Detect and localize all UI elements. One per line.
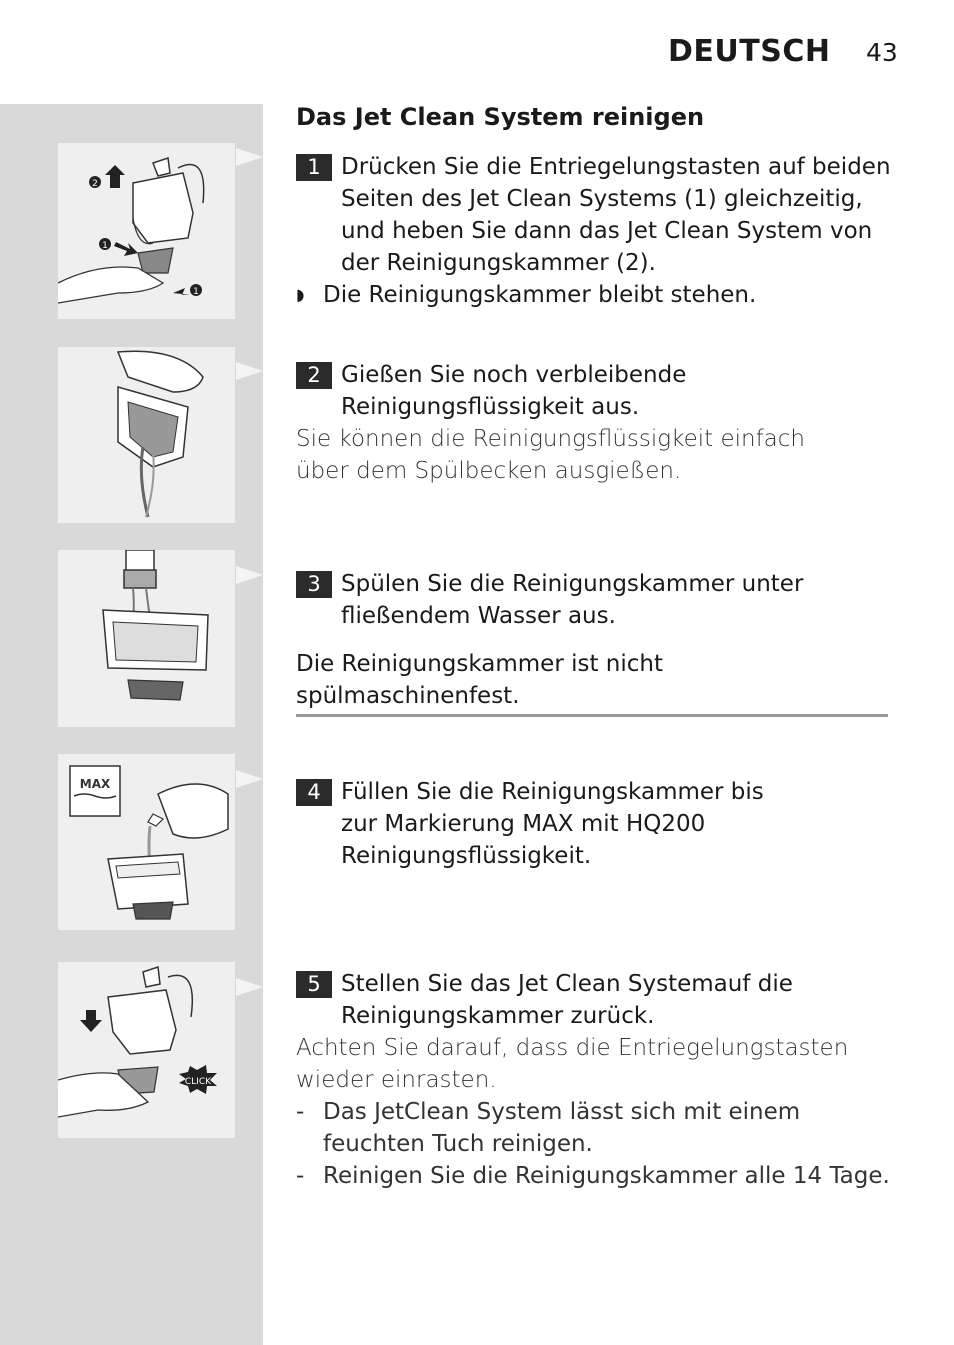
fig3-pointer: [236, 566, 263, 584]
step-5: [296, 968, 896, 1032]
step-number: 3: [296, 571, 332, 598]
reinsert-unit-illustration: [58, 962, 235, 1138]
step-4: [296, 776, 776, 872]
step-number: 4: [296, 779, 332, 806]
step-number: 1: [296, 154, 332, 181]
step-1: [296, 151, 896, 279]
fig1-label-2: 2: [92, 179, 98, 189]
fig2-pointer: [236, 362, 263, 380]
tip-item: [296, 1160, 893, 1192]
step-text: Spülen Sie die Reinigungskammer unter fließendem Wasser aus.: [341, 571, 804, 629]
tip-item: [296, 1096, 893, 1160]
dash-marker: -: [296, 1099, 305, 1125]
step-number: 2: [296, 362, 332, 389]
click-label: CLICK: [184, 1077, 212, 1087]
step-text: Gießen Sie noch verbleibende Reinigungsflüssigkeit aus.: [341, 362, 687, 420]
max-label: MAX: [79, 777, 111, 791]
section-title: Das Jet Clean System reinigen: [296, 103, 705, 131]
language-heading: DEUTSCH: [668, 34, 831, 69]
lift-unit-illustration: [58, 143, 235, 319]
fig5-pointer: [236, 978, 263, 996]
bullet-arrow-icon: ◗: [296, 285, 305, 304]
fig1-label-1a: 1: [102, 241, 108, 251]
step-3-note: Die Reinigungskammer ist nicht spülmaschinenfest.: [296, 648, 888, 717]
fill-chamber-illustration: [58, 754, 235, 930]
rinse-chamber-illustration: [58, 550, 235, 727]
dash-marker: -: [296, 1163, 305, 1189]
step-5-info: Achten Sie darauf, dass die Entriegelungstasten wieder einrasten.: [296, 1035, 849, 1093]
result-text: Die Reinigungskammer bleibt stehen.: [323, 282, 757, 308]
step-text: Stellen Sie das Jet Clean Systemauf die Reinigungskammer zurück.: [341, 971, 793, 1029]
step-text: Füllen Sie die Reinigungskammer bis zur Markierung MAX mit HQ200 Reinigungsflüssigkeit.: [341, 779, 764, 869]
page-number: 43: [866, 38, 898, 67]
fig1-label-1b: 1: [193, 287, 199, 297]
pour-out-illustration: [58, 347, 235, 523]
tip-text: Reinigen Sie die Reinigungskammer alle 14 Tage.: [323, 1163, 890, 1189]
step-3: [296, 568, 896, 632]
step-text: Drücken Sie die Entriegelungstasten auf beiden Seiten des Jet Clean Systems (1) gleichzeitig, und heben Sie dann das Jet Clean System von der Reinigungskammer (2).: [341, 154, 891, 276]
step-1-result: [296, 279, 756, 311]
tip-text: Das JetClean System lässt sich mit einem feuchten Tuch reinigen.: [323, 1099, 801, 1157]
step-2: [296, 359, 896, 423]
step-number: 5: [296, 971, 332, 998]
fig4-pointer: [236, 770, 263, 788]
step-2-info: Sie können die Reinigungsflüssigkeit einfach über dem Spülbecken ausgießen.: [296, 426, 805, 484]
fig1-pointer: [236, 148, 263, 166]
